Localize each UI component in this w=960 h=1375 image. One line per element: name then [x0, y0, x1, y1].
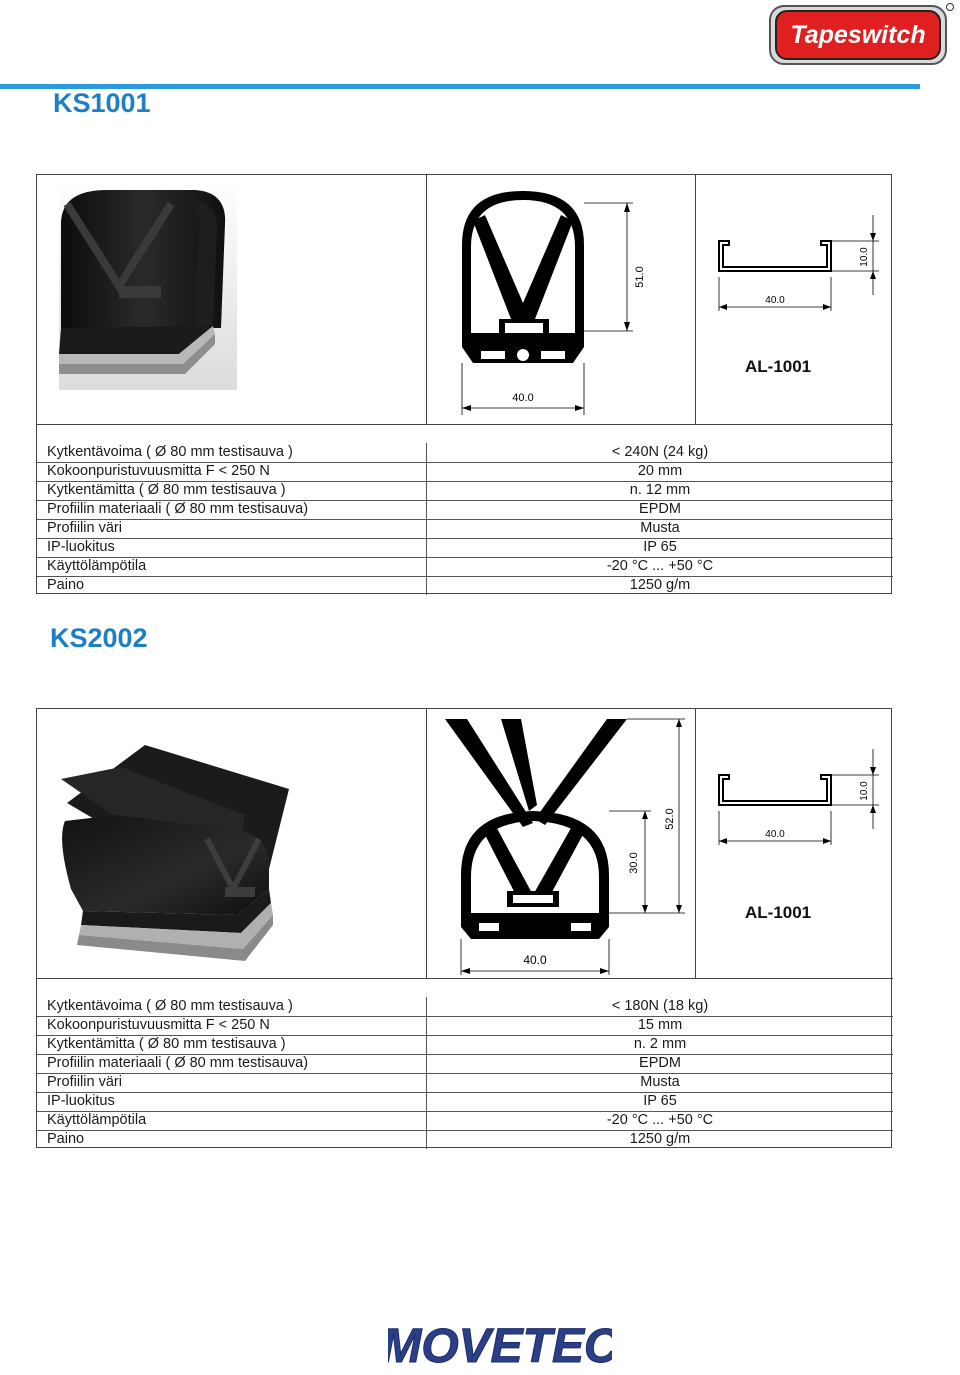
spec-row: Kytkentävoima ( Ø 80 mm testisauva ) < 240N (24 kg): [37, 443, 893, 463]
spec-row: Käyttölämpötila -20 °C ... +50 °C: [37, 1111, 893, 1131]
spec-row: Paino 1250 g/m: [47, 1131, 691, 1147]
rail-width-ks2002: 40.0: [765, 829, 785, 840]
product-table-ks2002: [36, 708, 892, 1148]
dim-inner-height-ks2002: 30.0: [628, 852, 640, 874]
technical-drawing-ks2002: [441, 715, 693, 977]
spec-row: Kytkentämitta ( Ø 80 mm testisauva ) n. 2 mm: [37, 1035, 893, 1055]
product-title-ks1001: KS1001: [53, 88, 151, 118]
spec-row: Profiilin materiaali ( Ø 80 mm testisauva) EPDM: [37, 1054, 893, 1074]
logo-text: Tapeswitch: [790, 21, 926, 49]
spec-row: Profiilin materiaali ( Ø 80 mm testisauva) EPDM: [37, 500, 893, 520]
dim-height-ks1001: 51.0: [634, 266, 646, 288]
technical-drawing-ks1001: [447, 185, 677, 417]
footer-logo-text: MOVETEC: [388, 1320, 612, 1370]
spec-row: Kokoonpuristuvuusmitta F < 250 N 20 mm: [37, 462, 893, 482]
spec-row: Profiilin väri Musta: [37, 1073, 893, 1093]
rail-label-ks1001: AL-1001: [745, 357, 812, 376]
product-table-ks1001: [36, 174, 892, 594]
dim-width-ks1001: 40.0: [512, 392, 534, 404]
spec-row: Profiilin väri Musta: [37, 519, 893, 539]
rail-drawing-ks2002: [713, 745, 885, 849]
product-photo-ks2002: [57, 739, 297, 971]
spec-row: Käyttölämpötila -20 °C ... +50 °C: [37, 557, 893, 577]
spec-row: Kytkentämitta ( Ø 80 mm testisauva ) n. 12 mm: [37, 481, 893, 501]
product-title-ks2002: KS2002: [50, 623, 148, 653]
movetec-logo: [388, 1316, 612, 1370]
dim-height-ks2002: 52.0: [664, 808, 676, 830]
product-photo-ks1001: [59, 178, 237, 390]
rail-label-ks2002: AL-1001: [745, 903, 812, 922]
rail-height-ks1001: 10.0: [859, 247, 870, 267]
spec-row: Paino 1250 g/m: [47, 577, 691, 593]
spec-row: IP-luokitus IP 65: [37, 538, 893, 558]
rail-height-ks2002: 10.0: [859, 781, 870, 801]
rail-width-ks1001: 40.0: [765, 295, 785, 306]
spec-row: IP-luokitus IP 65: [37, 1092, 893, 1112]
spec-row: Kokoonpuristuvuusmitta F < 250 N 15 mm: [37, 1016, 893, 1036]
dim-width-ks2002: 40.0: [523, 953, 547, 967]
rail-drawing-ks1001: [713, 211, 885, 315]
tapeswitch-logo: [764, 2, 954, 68]
spec-row: Kytkentävoima ( Ø 80 mm testisauva ) < 180N (18 kg): [37, 997, 893, 1017]
